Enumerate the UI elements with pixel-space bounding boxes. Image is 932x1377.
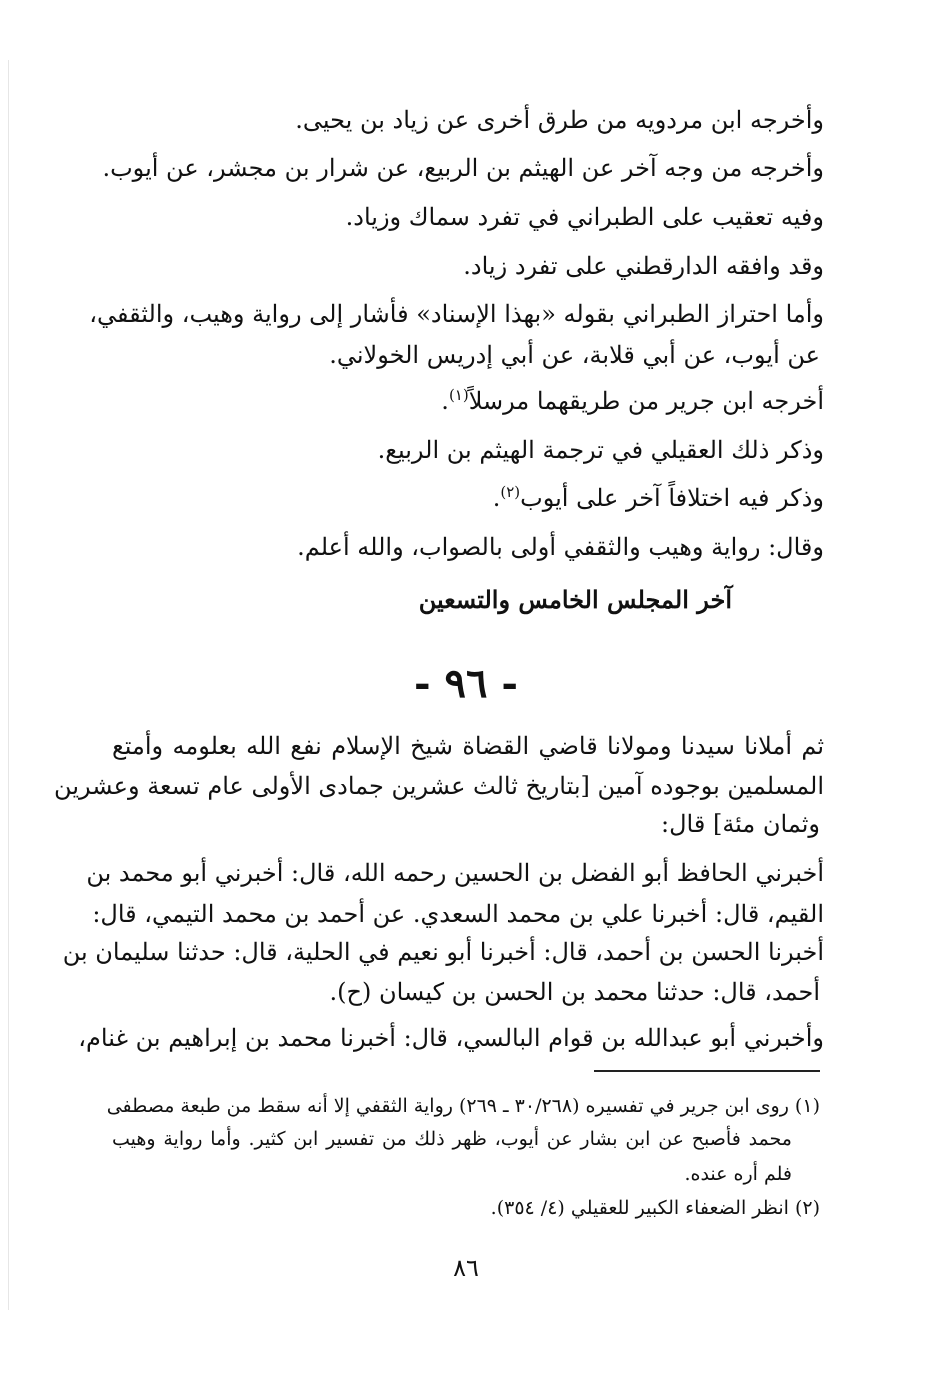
text-line-8: وذكر ذلك العقيلي في ترجمة الهيثم بن الربيع.	[377, 436, 824, 464]
text-line-9	[493, 482, 824, 514]
page-number: ٨٦	[453, 1254, 479, 1282]
paragraph-1-line-1: ثم أملانا سيدنا ومولانا قاضي القضاة شيخ الإسلام نفع الله بعلومه وأمتع	[112, 732, 824, 760]
text-line-2: وأخرجه من وجه آخر عن الهيثم بن الربيع، عن شرار بن مجشر، عن أيوب.	[102, 154, 824, 182]
text-line-4: وقد وافقه الدارقطني على تفرد زياد.	[463, 252, 824, 280]
paragraph-2-line-2: القيم، قال: أخبرنا علي بن محمد السعدي. عن أحمد بن محمد التيمي، قال:	[92, 900, 824, 928]
text-line-7-end: .	[441, 387, 449, 415]
session-closing-heading: آخر المجلس الخامس والتسعين	[418, 585, 732, 614]
text-line-6: عن أيوب، عن أبي قلابة، عن أبي إدريس الخولاني.	[329, 341, 820, 369]
paragraph-1-line-3: وثمان مئة] قال:	[661, 810, 820, 838]
paragraph-2-line-1: أخبرني الحافظ أبو الفضل بن الحسين رحمه الله، قال: أخبرني أبو محمد بن	[86, 859, 824, 887]
footnote-1-line-1: (١) روى ابن جرير في تفسيره (٣٠/٢٦٨ ـ ٢٦٩) رواية الثقفي إلا أنه سقط من طبعة مصطفى	[106, 1095, 820, 1117]
paragraph-2-line-4: أحمد، قال: حدثنا محمد بن الحسن بن كيسان (ح).	[329, 978, 820, 1006]
paragraph-2-line-3: أخبرنا الحسن بن أحمد، قال: أخبرنا أبو نعيم في الحلية، قال: حدثنا سليمان بن	[62, 938, 824, 966]
footnote-separator	[594, 1070, 820, 1072]
footnote-ref-1: (١)	[448, 386, 469, 404]
text-line-5: وأما احتراز الطبراني بقوله «بهذا الإسناد» فأشار إلى رواية وهيب، والثقفي،	[89, 300, 824, 328]
footnote-ref-2: (٢)	[500, 483, 521, 501]
text-line-9-end: .	[492, 484, 501, 512]
text-line-7-body: أخرجه ابن جرير من طريقهما مرسلاً	[468, 387, 824, 415]
footnote-2: (٢) انظر الضعفاء الكبير للعقيلي (٤/ ٣٥٤).	[490, 1197, 820, 1219]
text-line-9-body: وذكر فيه اختلافاً آخر على أيوب	[520, 484, 824, 512]
paragraph-3-line-1: وأخبرني أبو عبدالله بن قوام البالسي، قال: أخبرنا محمد بن إبراهيم بن غنام،	[78, 1024, 824, 1052]
paragraph-1-line-2: المسلمين بوجوده آمين [بتاريخ ثالث عشرين جمادى الأولى عام تسعة وعشرين	[54, 772, 824, 800]
text-line-7	[441, 385, 824, 417]
text-line-1: وأخرجه ابن مردويه من طرق أخرى عن زياد بن يحيى.	[295, 106, 824, 134]
footnote-1-line-2: محمد فأصبح عن ابن بشار عن أيوب، ظهر ذلك من تفسير ابن كثير. وأما رواية وهيب	[112, 1128, 792, 1150]
text-line-3: وفيه تعقيب على الطبراني في تفرد سماك وزياد.	[345, 203, 824, 231]
session-number-heading: - ٩٦ -	[413, 660, 519, 707]
text-line-10: وقال: رواية وهيب والثقفي أولى بالصواب، والله أعلم.	[297, 533, 824, 561]
footnote-1-line-3: فلم أره عنده.	[684, 1163, 792, 1185]
